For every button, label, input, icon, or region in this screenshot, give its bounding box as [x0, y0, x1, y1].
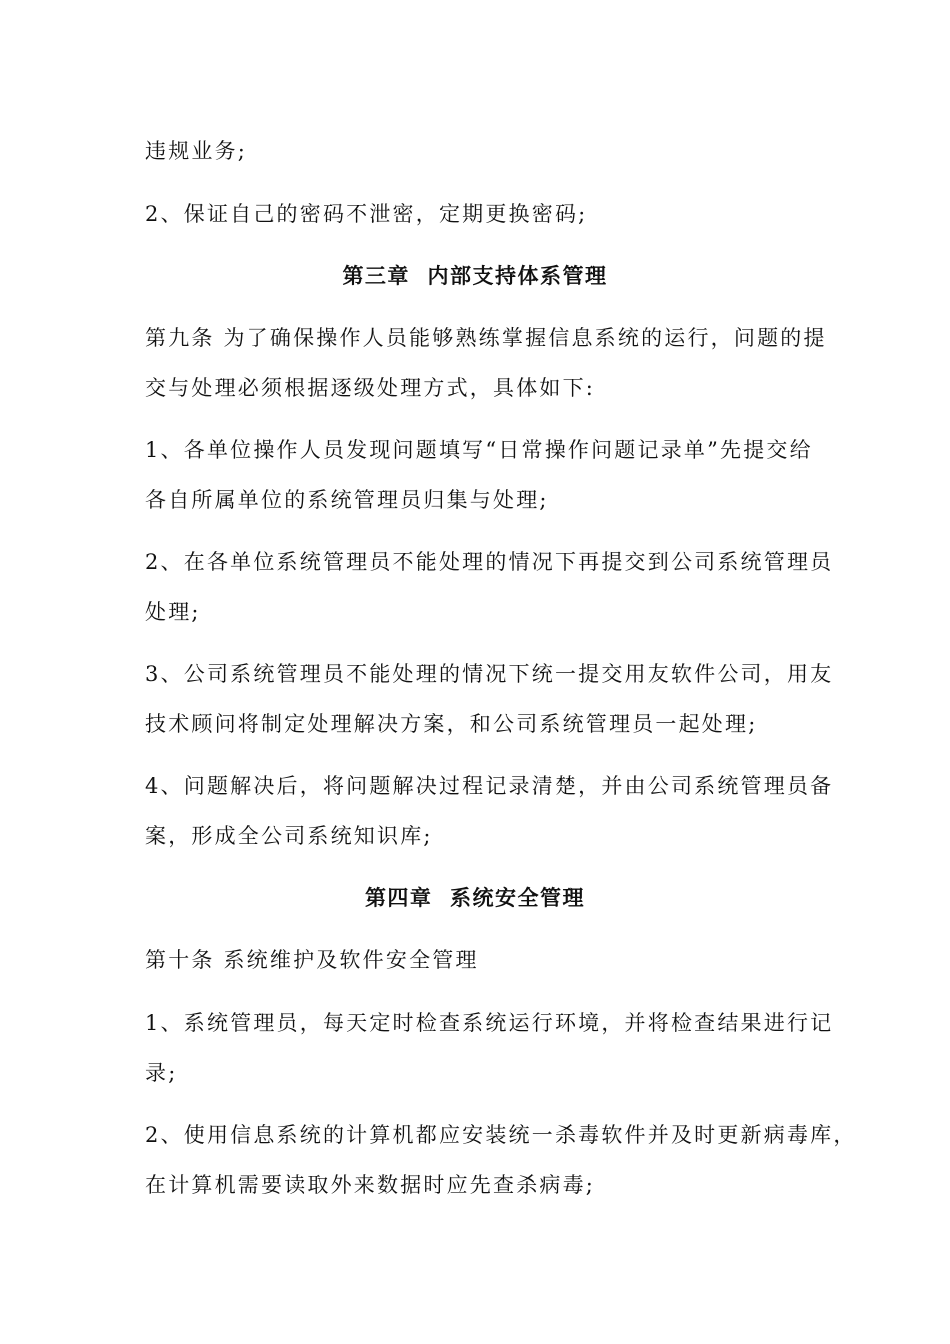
list-item-line: 技术顾问将制定处理解决方案，和公司系统管理员一起处理; [145, 712, 758, 736]
list-item-line: 案，形成全公司系统知识库; [145, 824, 433, 848]
chapter-heading-3: 第三章 内部支持体系管理 [342, 263, 608, 288]
article-9-line: 第九条 为了确保操作人员能够熟练掌握信息系统的运行，问题的提 [145, 326, 827, 350]
list-item-line: 1、各单位操作人员发现问题填写“日常操作问题记录单”先提交给 [145, 438, 813, 462]
list-item-line: 录; [145, 1061, 178, 1085]
list-item-line: 各自所属单位的系统管理员归集与处理; [145, 488, 549, 512]
list-item-line: 4、问题解决后，将问题解决过程记录清楚，并由公司系统管理员备 [145, 774, 834, 798]
paragraph-line: 交与处理必须根据逐级处理方式，具体如下: [145, 376, 596, 400]
chapter-heading-4: 第四章 系统安全管理 [364, 885, 586, 910]
list-item-line: 在计算机需要读取外来数据时应先查杀病毒; [145, 1173, 596, 1197]
list-item-line: 2、使用信息系统的计算机都应安装统一杀毒软件并及时更新病毒库， [145, 1123, 857, 1147]
list-item-line: 处理; [145, 600, 201, 624]
paragraph-line: 2、保证自己的密码不泄密，定期更换密码; [145, 202, 588, 226]
list-item-line: 2、在各单位系统管理员不能处理的情况下再提交到公司系统管理员 [145, 550, 834, 574]
article-10-line: 第十条 系统维护及软件安全管理 [145, 948, 479, 972]
paragraph-line: 违规业务; [145, 139, 248, 163]
list-item-line: 1、系统管理员，每天定时检查系统运行环境，并将检查结果进行记 [145, 1011, 834, 1035]
list-item-line: 3、公司系统管理员不能处理的情况下统一提交用友软件公司，用友 [145, 662, 834, 686]
